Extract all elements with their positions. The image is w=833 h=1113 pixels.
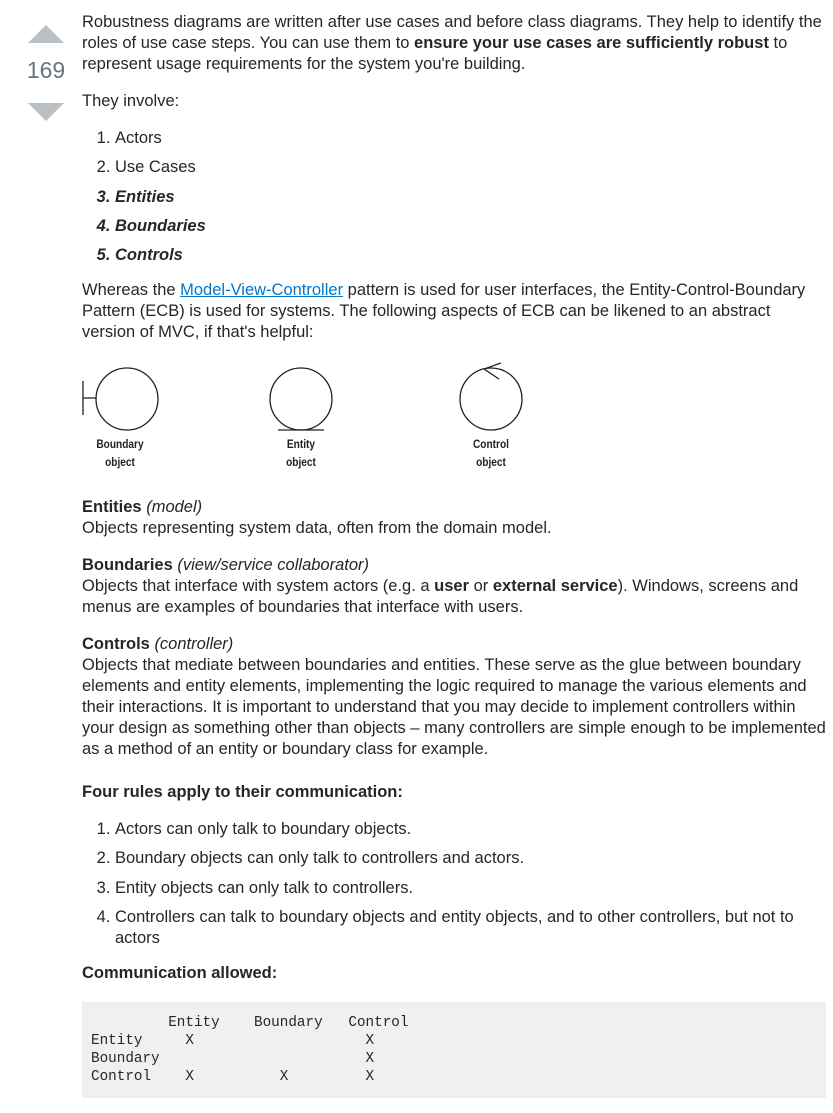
boundaries-section xyxy=(82,555,826,618)
control-symbol xyxy=(460,363,522,430)
boundaries-user: user xyxy=(434,577,469,596)
intro-bold: ensure your use cases are sufficiently robust xyxy=(414,34,769,52)
boundary-symbol xyxy=(83,368,158,430)
list-item: 2. Boundary objects can only talk to controllers and actors. xyxy=(115,848,826,869)
list-item: 4. Boundaries xyxy=(115,216,826,237)
boundary-label-line1: Boundary xyxy=(96,439,144,452)
entity-object-label xyxy=(275,436,328,472)
intro-text: Robustness diagrams are written after use cases and before class diagrams. They help to identify the roles of use case steps. You can use them to xyxy=(82,13,822,52)
control-object-label xyxy=(465,436,518,472)
list-item: 3. Entities xyxy=(115,187,826,208)
boundaries-qualifier: (view/service collaborator) xyxy=(177,556,370,575)
downvote-arrow-icon[interactable] xyxy=(28,103,64,121)
mvc-text-end: pattern is used for user interfaces, the Entity-Control-Boundary Pattern (ECB) is used for systems. The following aspects of ECB can be likened to an abstract version of MVC, if that's helpful: xyxy=(82,281,806,342)
entities-title: Entities xyxy=(82,498,142,517)
ecb-diagram xyxy=(82,359,826,487)
entities-section xyxy=(82,497,826,539)
list-item: 2. Use Cases xyxy=(115,157,826,178)
boundary-label-line2: object xyxy=(105,457,135,470)
vote-controls xyxy=(20,20,72,121)
list-item: 4. Controllers can talk to boundary objects and entity objects, and to other controllers, but not to actors xyxy=(115,907,826,949)
mvc-text: Whereas the xyxy=(82,281,181,300)
upvote-arrow-icon[interactable] xyxy=(28,25,64,43)
control-label-line2: object xyxy=(476,457,506,470)
vote-count: 169 xyxy=(26,57,66,83)
rules-heading: Four rules apply to their communication: xyxy=(82,783,403,802)
boundaries-desc-or: or xyxy=(469,577,493,596)
communication-table-code: Entity Boundary Control Entity X X Boundary X Control X X X xyxy=(82,1002,826,1098)
list-item: 3. Entity objects can only talk to controllers. xyxy=(115,878,826,899)
controls-title: Controls xyxy=(82,635,150,654)
list-item: 1. Actors xyxy=(115,128,826,149)
boundary-object-label xyxy=(94,436,147,472)
entity-label-line2: object xyxy=(286,457,316,470)
controls-desc: Objects that mediate between boundaries and entities. These serve as the glue between boundary elements and entity elements, implementing the logic required to manage the various elements and their interactions. It is important to understand that you may decide to implement controllers within your design as something other than objects – many controllers are simple enough to be implemented as a method of an entity or boundary class for example. xyxy=(82,656,826,759)
controls-section xyxy=(82,634,826,760)
comm-heading: Communication allowed: xyxy=(82,964,278,983)
intro-text-end: to represent usage requirements for the system you're building. xyxy=(82,34,788,73)
entities-qualifier: (model) xyxy=(146,498,203,517)
entity-symbol xyxy=(270,368,332,430)
boundaries-desc-end: ). Windows, screens and menus are examples of boundaries that interface with users. xyxy=(82,577,799,617)
involve-label: They involve: xyxy=(82,92,180,110)
boundaries-desc: Objects that interface with system actors (e.g. a xyxy=(82,577,435,596)
controls-qualifier: (controller) xyxy=(154,635,234,654)
intro-paragraph xyxy=(82,12,826,75)
answer-body xyxy=(82,12,826,1098)
control-label-line1: Control xyxy=(473,439,509,452)
involve-list xyxy=(82,128,826,266)
mvc-paragraph xyxy=(82,280,826,343)
list-item: 5. Controls xyxy=(115,245,826,266)
entities-desc: Objects representing system data, often from the domain model. xyxy=(82,519,552,538)
entity-label-line1: Entity xyxy=(286,439,316,452)
rules-list xyxy=(82,819,826,949)
list-item: 1. Actors can only talk to boundary objects. xyxy=(115,819,826,840)
boundaries-external-service: external service xyxy=(492,577,618,596)
boundaries-title: Boundaries xyxy=(82,556,173,575)
mvc-link[interactable]: Model-View-Controller xyxy=(180,281,344,300)
